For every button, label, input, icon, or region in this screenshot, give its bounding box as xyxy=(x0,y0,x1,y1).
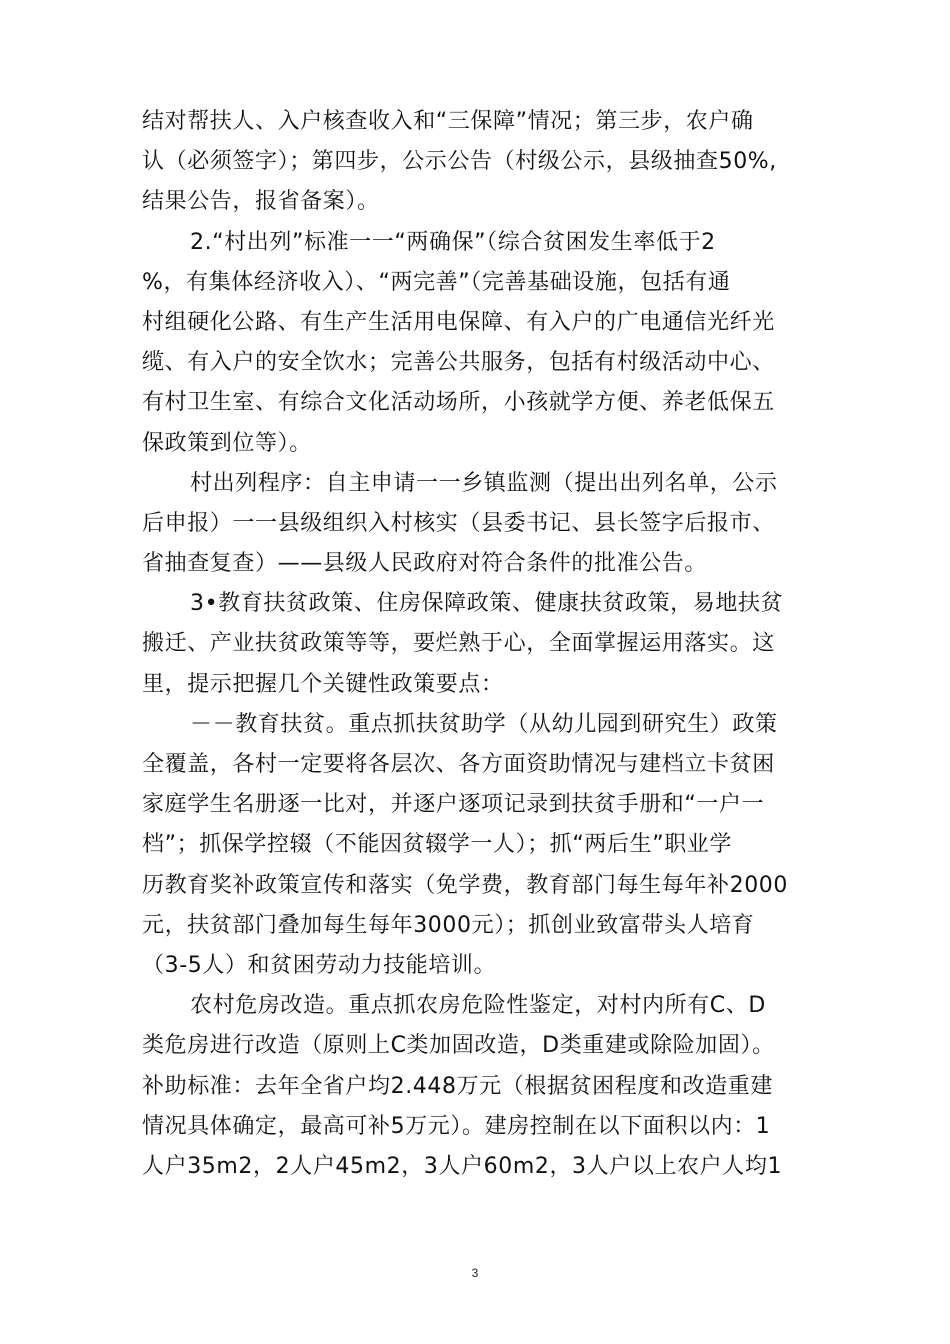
paragraph-start-line: 村出列程序：自主申请一一乡镇监测（提出出列名单，公示 xyxy=(190,470,778,496)
paragraph-start-line: 2.“村出列”标准一一“两确保”（综合贫困发生率低于2 xyxy=(190,229,716,255)
text-line: 搬迁、产业扶贫政策等等，要烂熟于心，全面掌握运用落实。这 xyxy=(142,631,775,657)
text-line: 历教育奖补政策宣传和落实（免学费，教育部门每生每年补2000 xyxy=(142,872,788,898)
text-line: 类危房进行改造（原则上C类加固改造，D类重建或除险加固）。 xyxy=(142,1033,775,1059)
text-line: 保政策到位等）。 xyxy=(142,430,312,456)
text-line: 村组硬化公路、有生产生活用电保障、有入户的广电通信光纤光 xyxy=(142,309,775,335)
text-line: 后申报）一一县级组织入村核实（县委书记、县长签字后报市、 xyxy=(142,510,775,536)
body-text xyxy=(142,102,822,1187)
text-line: 元，扶贫部门叠加每生每年3000元）；抓创业致富带头人培育 xyxy=(142,912,755,938)
page-number: 3 xyxy=(471,1266,479,1280)
text-line: 家庭学生名册逐一比对，并逐户逐项记录到扶贫手册和“一户一 xyxy=(142,792,765,818)
text-line: 全覆盖，各村一定要将各层次、各方面资助情况与建档立卡贫困 xyxy=(142,752,775,777)
paragraph-start-line: 农村危房改造。重点抓农房危险性鉴定，对村内所有C、D xyxy=(190,993,766,1019)
text-line: （3-5人）和贫困劳动力技能培训。 xyxy=(142,952,497,978)
paragraph-start-line: 3•教育扶贫政策、住房保障政策、健康扶贫政策，易地扶贫 xyxy=(190,591,784,617)
text-line: 结果公告，报省备案）。 xyxy=(142,189,380,215)
text-line: 省抽查复查）——县级人民政府对符合条件的批准公告。 xyxy=(142,551,708,577)
text-line: 里，提示把握几个关键性政策要点： xyxy=(142,671,504,697)
paragraph-start-line: －－教育扶贫。重点抓扶贫助学（从幼儿园到研究生）政策 xyxy=(190,711,778,737)
text-line: 情况具体确定，最高可补5万元）。建房控制在以下面积以内：1 xyxy=(142,1113,771,1139)
text-line: 结对帮扶人、入户核查收入和“三保障”情况；第三步，农户确 xyxy=(142,109,754,134)
text-line: 缆、有入户的安全饮水；完善公共服务，包括有村级活动中心、 xyxy=(142,350,775,376)
text-line: 有村卫生室、有综合文化活动场所，小孩就学方便、养老低保五 xyxy=(142,390,775,416)
text-line: %，有集体经济收入）、“两完善”（完善基础设施，包括有通 xyxy=(142,269,731,295)
text-line: 人户35m2，2人户45m2，3人户60m2，3人户以上农户人均1 xyxy=(142,1153,783,1179)
text-line: 档”；抓保学控辍（不能因贫辍学一人）；抓“两后生”职业学 xyxy=(142,832,732,858)
text-line: 补助标准：去年全省户均2.448万元（根据贫困程度和改造重建 xyxy=(142,1073,773,1099)
text-line: 认（必须签字）；第四步，公示公告（村级公示，县级抽查50%, xyxy=(142,149,777,175)
